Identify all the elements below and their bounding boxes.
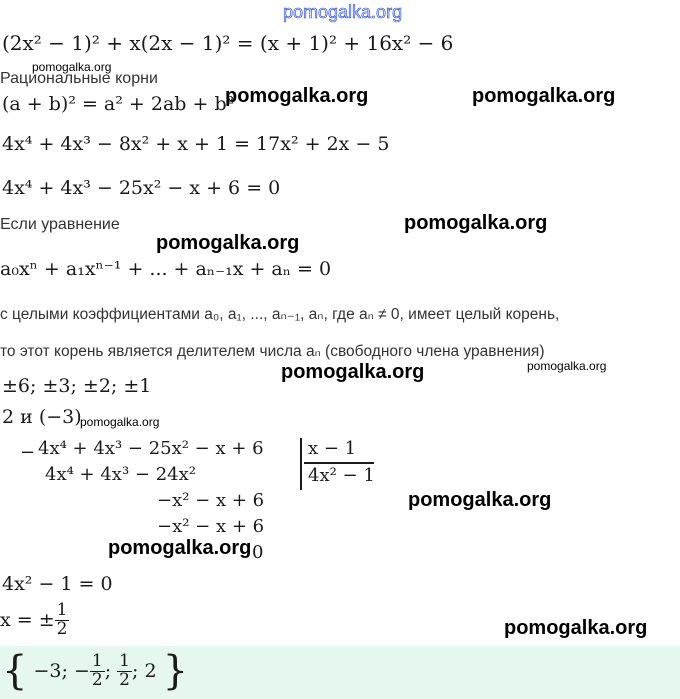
watermark-small: pomogalka.org — [32, 60, 112, 74]
watermark: pomogalka.org — [404, 212, 548, 234]
theorem-text-line-2: то этот корень является делителем числа aₙ (свободного члена уравнения) — [0, 343, 545, 360]
division-vertical-bar — [300, 438, 302, 490]
solution-line — [0, 602, 69, 646]
division-horizontal-bar — [304, 462, 374, 464]
fraction-denominator: 2 — [56, 618, 68, 639]
answer-separator: ; — [132, 660, 139, 682]
if-equation-text: Если уравнение — [0, 216, 120, 233]
divisor-candidates: ±6; ±3; ±2; ±1 — [2, 375, 152, 397]
watermark-inline: pomogalka.org — [80, 415, 160, 429]
division-final-remainder: 0 — [252, 542, 264, 563]
answer-fraction — [90, 650, 105, 690]
found-roots: 2 и (−3) — [2, 406, 82, 428]
simplified-equation: 4x⁴ + 4x³ − 25x² − x + 6 = 0 — [2, 177, 281, 199]
watermark: pomogalka.org — [408, 489, 552, 511]
answer-separator: ; — [104, 660, 112, 682]
answer-item: 2 — [144, 660, 157, 682]
answer-set — [2, 648, 188, 694]
division-remainder-1: −x² − x + 6 — [157, 490, 265, 511]
solution-lhs: x = ± — [0, 608, 55, 631]
watermark: pomogalka.org — [108, 537, 252, 559]
answer-fraction — [117, 650, 132, 690]
division-subtrahend-2: −x² − x + 6 — [157, 516, 265, 537]
watermark: pomogalka.org — [472, 85, 616, 107]
watermark: pomogalka.org — [156, 232, 300, 254]
watermark-small: pomogalka.org — [527, 359, 607, 373]
watermark-top: pomogalka.org — [283, 2, 403, 22]
watermark: pomogalka.org — [225, 85, 369, 107]
fraction-numerator: 1 — [56, 602, 68, 620]
square-identity: (a + b)² = a² + 2ab + b² — [2, 93, 235, 115]
general-polynomial: a₀xⁿ + a₁xⁿ⁻¹ + ... + aₙ₋₁x + aₙ = 0 — [0, 258, 332, 280]
answer-item: −3; — [33, 660, 68, 682]
answer-negative-sign: − — [73, 660, 90, 682]
watermark: pomogalka.org — [281, 361, 425, 383]
answer-open-brace: { — [2, 648, 28, 694]
expanded-equation: 4x⁴ + 4x³ − 8x² + x + 1 = 17x² + 2x − 5 — [2, 133, 390, 155]
quadratic-equation: 4x² − 1 = 0 — [2, 573, 113, 595]
solution-fraction — [55, 602, 70, 639]
fraction-denominator: 2 — [119, 669, 130, 690]
fraction-numerator: 1 — [91, 650, 103, 671]
division-dividend: 4x⁴ + 4x³ − 25x² − x + 6 — [38, 438, 264, 459]
answer-close-brace: } — [162, 648, 189, 694]
division-divisor: x − 1 — [308, 438, 357, 459]
division-minus-sign: − — [20, 442, 36, 463]
fraction-denominator: 2 — [91, 669, 103, 690]
theorem-text-line-1: с целыми коэффициентами a₀, a₁, ..., aₙ₋₁, aₙ, где aₙ ≠ 0, имеет целый корень, — [0, 306, 560, 323]
division-quotient: 4x² − 1 — [308, 465, 375, 486]
division-subtrahend-1: 4x⁴ + 4x³ − 24x² — [45, 464, 196, 485]
watermark: pomogalka.org — [504, 617, 648, 639]
fraction-numerator: 1 — [119, 650, 130, 671]
original-equation: (2x² − 1)² + x(2x − 1)² = (x + 1)² + 16x² − 6 — [2, 31, 454, 55]
answer-box — [0, 646, 680, 699]
heading-rational-roots: Рациональные корни — [0, 70, 158, 87]
